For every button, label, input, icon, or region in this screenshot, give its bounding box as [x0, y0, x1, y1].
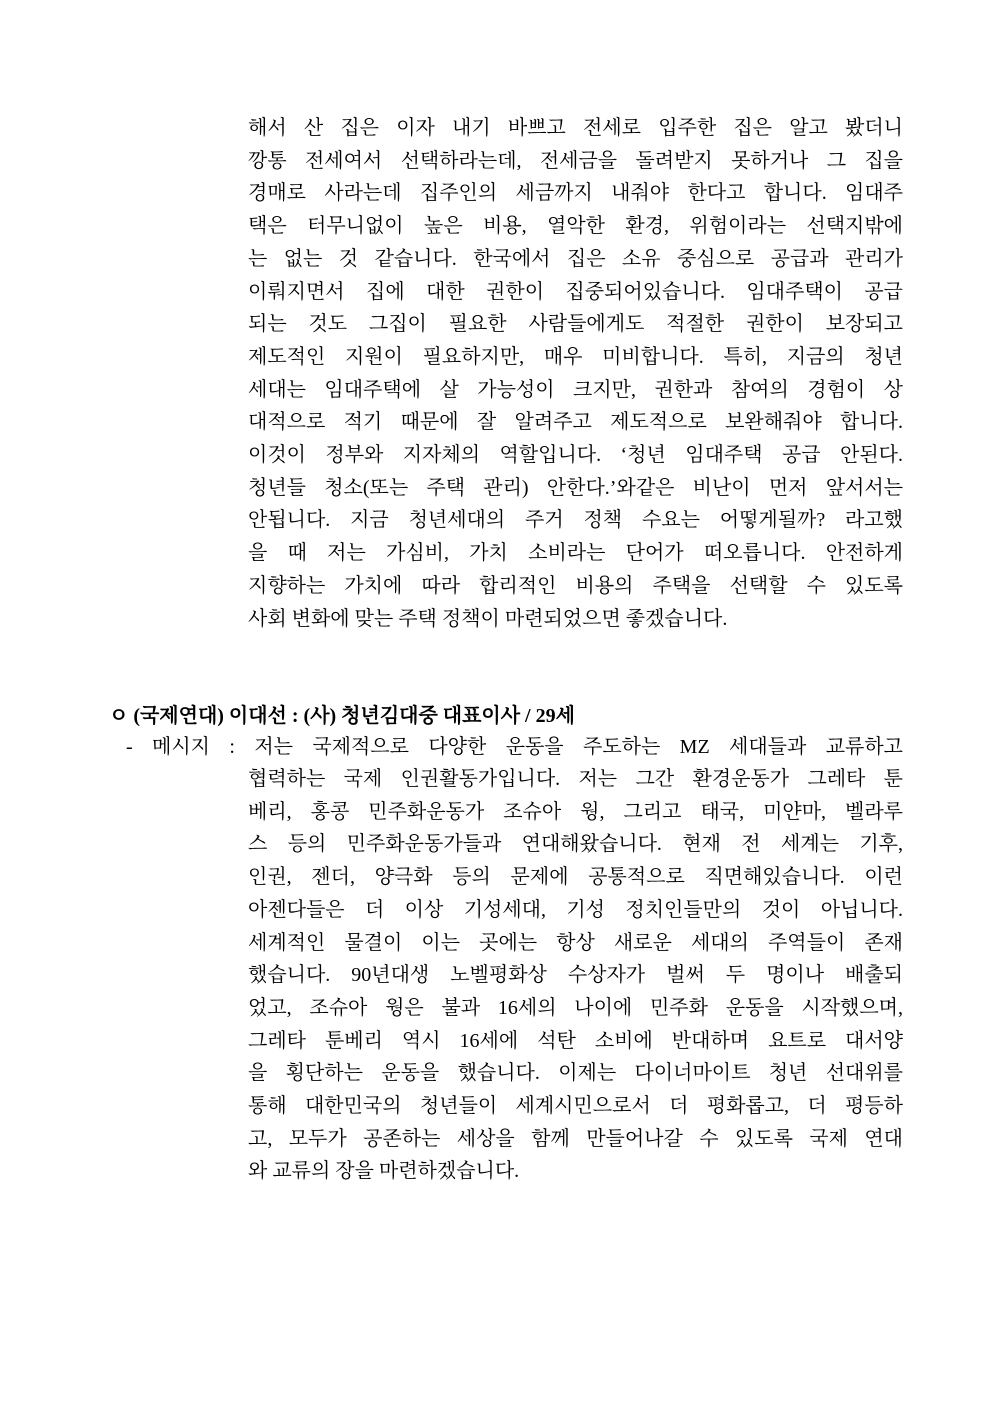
text-line: 세계적인 물결이 이는 곳에는 항상 새로운 세대의 주역들이 존재: [248, 931, 903, 954]
text-line: 대적으로 적기 때문에 잘 알려주고 제도적으로 보완해줘야 합니다.: [248, 411, 903, 434]
text-line: 을 횡단하는 운동을 했습니다. 이제는 다이너마이트 청년 선대위를: [248, 1062, 903, 1085]
text-line: 통해 대한민국의 청년들이 세계시민으로서 더 평화롭고, 더 평등하: [248, 1095, 903, 1118]
text-line: 사회 변화에 맞는 주택 정책이 마련되었으면 좋겠습니다.: [248, 607, 728, 630]
text-line: - 메시지 : 저는 국제적으로 다양한 운동을 주도하는 MZ 세대들과 교류하고: [126, 736, 903, 758]
text-line: 었고, 조슈아 웡은 불과 16세의 나이에 민주화 운동을 시작했으며,: [248, 996, 903, 1019]
text-line: 제도적인 지원이 필요하지만, 매우 미비합니다. 특히, 지금의 청년: [248, 345, 903, 368]
text-line: 택은 터무니없이 높은 비용, 열악한 환경, 위험이라는 선택지밖에: [248, 215, 903, 238]
text-line: 이뤄지면서 집에 대한 권한이 집중되어있습니다. 임대주택이 공급: [248, 280, 903, 303]
text-line: 는 없는 것 같습니다. 한국에서 집은 소유 중심으로 공급과 관리가: [248, 247, 903, 270]
text-line: 아젠다들은 더 이상 기성세대, 기성 정치인들만의 것이 아닙니다.: [248, 898, 903, 921]
text-line: 베리, 홍콩 민주화운동가 조슈아 웡, 그리고 태국, 미얀마, 벨라루: [248, 800, 903, 823]
text-line: 했습니다. 90년대생 노벨평화상 수상자가 벌써 두 명이나 배출되: [248, 964, 903, 987]
text-line: 경매로 사라는데 집주인의 세금까지 내줘야 한다고 합니다. 임대주: [248, 182, 903, 205]
text-line: 해서 산 집은 이자 내기 바쁘고 전세로 입주한 집은 알고 봤더니: [248, 117, 903, 139]
message-label-line: [126, 731, 903, 764]
text-line: 협력하는 국제 인권활동가입니다. 저는 그간 환경운동가 그레타 툰: [248, 768, 903, 790]
text-line: 청년들 청소(또는 주택 관리) 안한다.’와같은 비난이 먼저 앞서서는: [248, 476, 903, 499]
text-line: 을 때 저는 가심비, 가치 소비라는 단어가 떠오릅니다. 안전하게: [248, 542, 903, 565]
text-line: 그레타 툰베리 역시 16세에 석탄 소비에 반대하며 요트로 대서양: [248, 1029, 903, 1052]
text-line: 이것이 정부와 지자체의 역할입니다. ‘청년 임대주택 공급 안된다.: [248, 444, 903, 467]
text-line: 고, 모두가 공존하는 세상을 함께 만들어나갈 수 있도록 국제 연대: [248, 1127, 903, 1150]
text-line: 스 등의 민주화운동가들과 연대해왔습니다. 현재 전 세계는 기후,: [248, 833, 903, 856]
section-heading: ㅇ (국제연대) 이대선 : (사) 청년김대중 대표이사 / 29세: [109, 705, 575, 727]
text-line: 되는 것도 그집이 필요한 사람들에게도 적절한 권한이 보장되고: [248, 313, 903, 336]
message-body: [248, 763, 903, 1188]
text-line: 와 교류의 장을 마련하겠습니다.: [248, 1160, 520, 1183]
text-line: 지향하는 가치에 따라 합리적인 비용의 주택을 선택할 수 있도록: [248, 574, 903, 597]
text-line: 인권, 젠더, 양극화 등의 문제에 공통적으로 직면해있습니다. 이런: [248, 866, 903, 889]
text-line: 깡통 전세여서 선택하라는데, 전세금을 돌려받지 못하거나 그 집을: [248, 149, 903, 172]
continued-message-paragraph: [248, 112, 903, 635]
text-line: 안됩니다. 지금 청년세대의 주거 정책 수요는 어떻게될까? 라고했: [248, 509, 903, 532]
text-line: 세대는 임대주택에 살 가능성이 크지만, 권한과 참여의 경험이 상: [248, 378, 903, 401]
